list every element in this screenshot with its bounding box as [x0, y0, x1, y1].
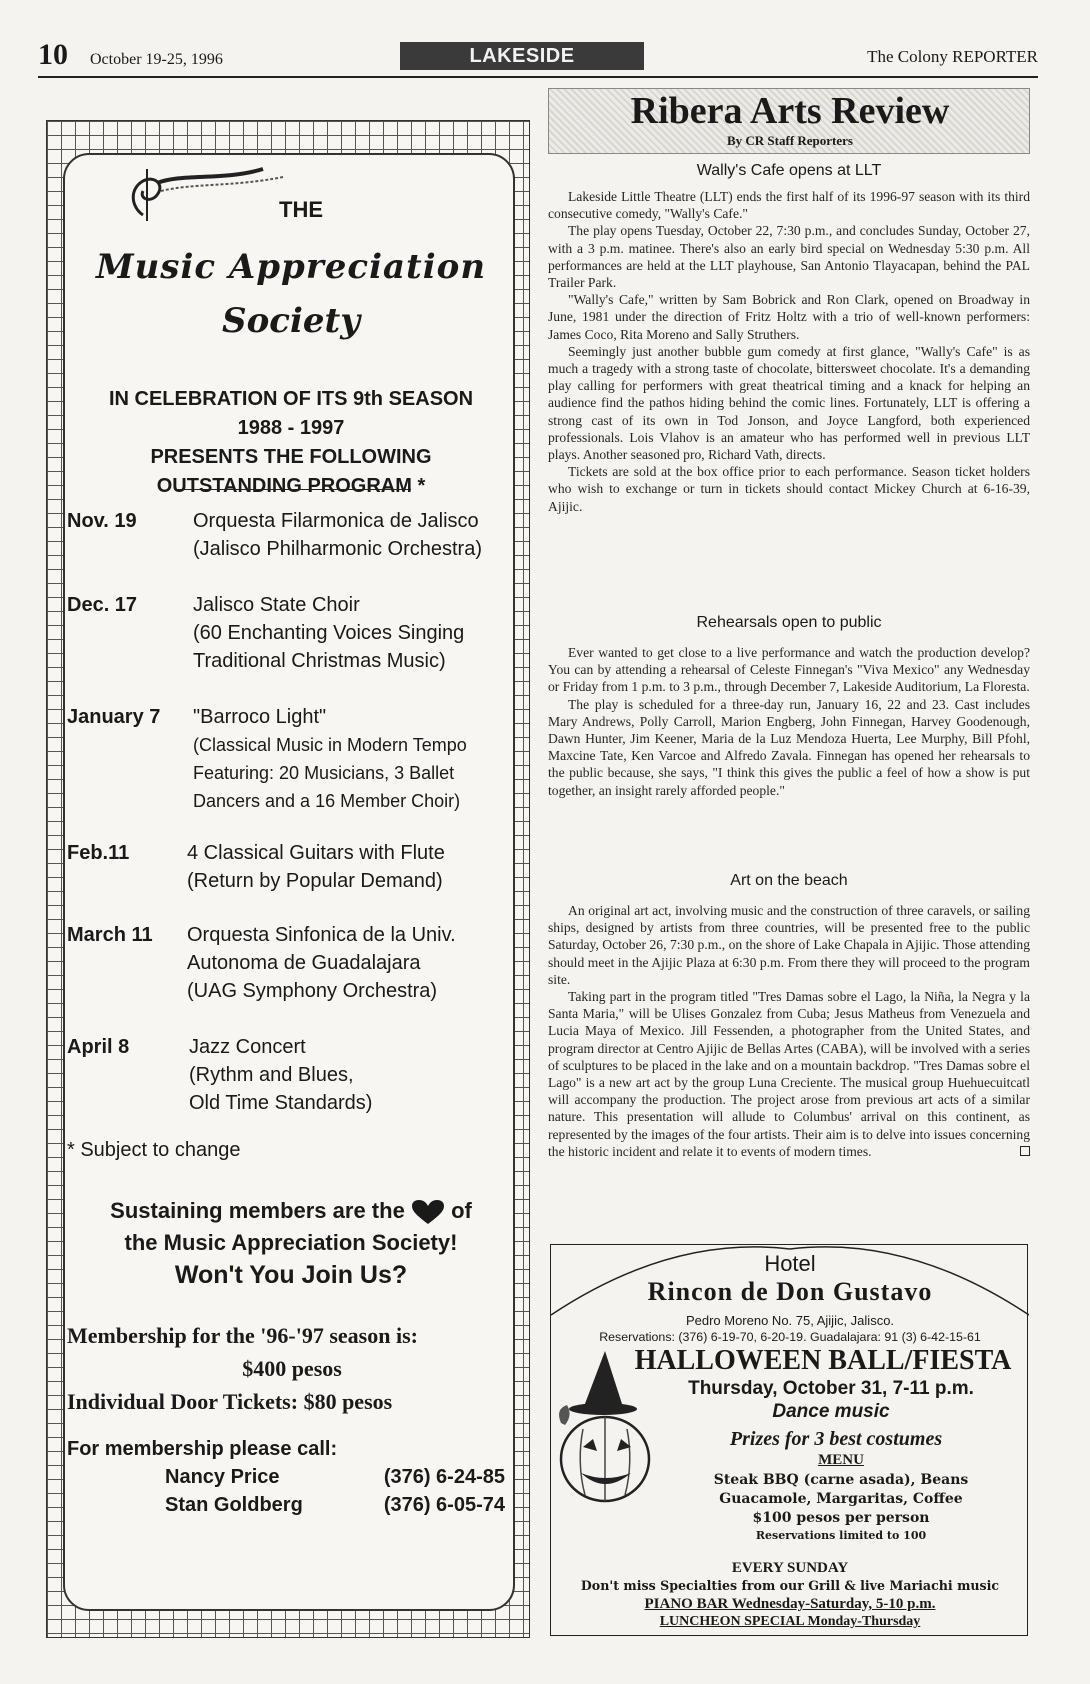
membership-price: $400 pesos	[242, 1356, 342, 1381]
sustain-line: the Music Appreciation Society!	[124, 1230, 458, 1255]
reservations-limited: Reservations limited to 100	[755, 1529, 927, 1542]
membership-contacts	[67, 1435, 517, 1519]
society-the: THE	[279, 197, 323, 222]
article-heading: Rehearsals open to public	[696, 614, 882, 631]
contact-row	[67, 1491, 517, 1519]
masthead	[38, 38, 1038, 78]
sustain-text: of	[451, 1198, 472, 1223]
celebration-line: OUTSTANDING PROGRAM *	[156, 475, 426, 497]
costume-prizes: Prizes for 3 best costumes	[729, 1428, 943, 1450]
page-number: 10	[38, 38, 68, 71]
contact-name: Nancy Price	[165, 1466, 280, 1488]
subject-note: * Subject to change	[67, 1139, 241, 1161]
event-date: Nov. 19	[67, 510, 137, 532]
article-text: Taking part in the program titled "Tres Damas sobre el Lago, la Niña, la Negra y la Santa Maria," will be Ulises Gonzalez from Cuba; Jesus Matheus from Venezuela and Lucia Maya of Mexico. Jill Fessenden, a photographer from the United States, and program director at Centro Ajijic de Bellas Artes (CABA), will be involved with a series of sculptures to be placed in the lake and on a mountain backdrop. "Tres Damas sobre el Lago" is a new art act by the group Luna Creciente. The musical group Huehuecuitcatl will accompany the production. The project arose from previous art acts of a similar nature. This presentation will allude to Columbus' arrival on this continent, as represented by the images of the four artists. Their aim is to delve into issues concerning the historic incident and relate it to events of modern times.	[548, 989, 1030, 1159]
hotel-ad	[550, 1244, 1028, 1636]
article-wallys-cafe	[548, 160, 1030, 515]
event-line: (Jalisco Philharmonic Orchestra)	[193, 538, 482, 560]
event-date: January 7	[67, 706, 161, 728]
luncheon-special: LUNCHEON SPECIAL Monday-Thursday	[659, 1614, 921, 1629]
program-divider	[175, 489, 411, 490]
call-label: For membership please call:	[67, 1438, 338, 1460]
treble-clef-icon	[113, 163, 293, 223]
celebration-line: 1988 - 1997	[237, 417, 345, 439]
celebration-heading	[65, 385, 517, 501]
article-paragraph: Lakeside Little Theatre (LLT) ends the first half of its 1996-97 season with its third consecutive comedy, "Wally's Cafe."	[548, 189, 1030, 222]
grill-specials: Don't miss Specialties from our Grill & live Mariachi music	[580, 1578, 1000, 1593]
event-line: (Rythm and Blues,	[189, 1064, 354, 1086]
membership-pricing	[67, 1319, 517, 1418]
music-society-ad	[46, 120, 530, 1638]
event-title: HALLOWEEN BALL/FIESTA	[634, 1345, 1012, 1376]
article-heading: Art on the beach	[730, 872, 848, 889]
article-paragraph: Tickets are sold at the box office prior to each performance. Season ticket holders who wish to exchange or turn in tickets should contact Mickey Church at 6-16-39, Ajijic.	[548, 464, 1030, 514]
article-art-on-beach	[548, 870, 1030, 1160]
event-description	[187, 839, 511, 895]
celebration-line: PRESENTS THE FOLLOWING	[150, 446, 432, 468]
hotel-reservations: Reservations: (376) 6-19-70, 6-20-19. Guadalajara: 91 (3) 6-42-15-61	[599, 1330, 981, 1344]
sustain-appeal	[65, 1195, 517, 1291]
piano-bar: PIANO BAR Wednesday-Saturday, 5-10 p.m.	[644, 1596, 936, 1612]
sustain-line	[65, 1195, 517, 1227]
event-line: Old Time Standards)	[189, 1092, 373, 1114]
article-paragraph: The play opens Tuesday, October 22, 7:30 p.m., and concludes Sunday, October 27, with a 3 p.m. matinee. There's also an early bird special on Wednesday 5:30 p.m. All performances are held at the LLT playhouse, San Antonio Tlayacapan, behind the PAL Trailer Park.	[548, 223, 1030, 291]
menu-items	[661, 1471, 1021, 1543]
event-line: Traditional Christmas Music)	[193, 650, 446, 672]
event-date: Dec. 17	[67, 594, 138, 616]
menu-item: Steak BBQ (carne asada), Beans	[713, 1472, 969, 1488]
event-date: Thursday, October 31, 7-11 p.m.	[688, 1378, 974, 1399]
event-description	[193, 703, 517, 815]
review-title: Ribera Arts Review	[630, 90, 950, 132]
review-byline: By CR Staff Reporters	[726, 133, 853, 148]
event-line: "Barroco Light"	[193, 706, 327, 728]
society-name: Music Appreciation	[95, 247, 487, 287]
event-line: (60 Enchanting Voices Singing	[193, 622, 465, 644]
event-line: Jalisco State Choir	[193, 594, 360, 616]
heart-icon	[411, 1199, 445, 1225]
sustain-text: Sustaining members are the	[110, 1198, 405, 1223]
event-line: (Classical Music in Modern Tempo	[193, 735, 467, 755]
celebration-line: IN CELEBRATION OF ITS 9th SEASON	[108, 388, 474, 410]
contact-phone: (376) 6-24-85	[383, 1466, 505, 1488]
event-line: (Return by Popular Demand)	[187, 870, 443, 892]
event-line: 4 Classical Guitars with Flute	[187, 842, 445, 864]
event-date: Feb.11	[67, 842, 130, 864]
contact-phone: (376) 6-05-74	[383, 1494, 505, 1516]
event-line: Autonoma de Guadalajara	[187, 952, 421, 974]
hotel-name: Rincon de Don Gustavo	[647, 1277, 933, 1306]
music-society-ad-panel	[63, 153, 515, 1611]
event-description	[187, 921, 511, 1005]
dance-music: Dance music	[772, 1401, 890, 1422]
article-paragraph: An original art act, involving music and the construction of three caravels, or sailing ships, designed by artists from three countries, will be presented free to the public Saturday, October 26, 7:30 p.m., on the shore of Lake Chapala in Ajijic. Those attending should meet in the Ajijic Plaza at 6:30 p.m. From there they will proceed to the program site.	[548, 903, 1030, 987]
contact-row	[67, 1463, 517, 1491]
hotel-label: Hotel	[764, 1251, 816, 1276]
event-description	[193, 507, 517, 563]
membership-line: Membership for the '96-'97 season is:	[67, 1323, 418, 1348]
article-rehearsals	[548, 612, 1030, 799]
event-date: March 11	[67, 924, 153, 946]
masthead-rule	[38, 76, 1038, 78]
section-banner: LAKESIDE	[400, 42, 644, 70]
join-call: Won't You Join Us?	[174, 1261, 408, 1289]
event-description	[193, 591, 517, 675]
paper-name: The Colony REPORTER	[867, 47, 1038, 66]
menu-item: $100 pesos per person	[752, 1510, 930, 1526]
article-heading: Wally's Cafe opens at LLT	[696, 162, 882, 179]
event-line: (UAG Symphony Orchestra)	[187, 980, 438, 1002]
review-header	[548, 88, 1030, 154]
event-description	[189, 1033, 513, 1117]
article-paragraph: The play is scheduled for a three-day run, January 16, 22 and 23. Cast includes Mary Andrews, Polly Carroll, Marion Engberg, John Finnegan, Harvey Goodenough, Dawn Hunter, Jim Keener, Maria de la Luz Mendoza Huerta, Lee Murphy, Bill Pfohl, Maxcine Tate, Ken Varcoe and Alfredo Zavala. Finnegan has opened her rehearsals to the public because, she says, "I think this gives the public a feel of how a show is put together, an insight rarely afforded people."	[548, 696, 1030, 798]
article-paragraph	[548, 988, 1030, 1160]
event-line: Dancers and a 16 Member Choir)	[193, 791, 461, 811]
end-mark-icon	[1020, 1146, 1030, 1156]
event-line: Orquesta Filarmonica de Jalisco	[193, 510, 479, 532]
door-tickets: Individual Door Tickets: $80 pesos	[67, 1389, 393, 1414]
contact-name: Stan Goldberg	[165, 1494, 303, 1516]
article-paragraph: Ever wanted to get close to a live performance and watch the production develop? You can by attending a rehearsal of Celeste Finnegan's "Viva Mexico" any Wednesday or Friday from 1 p.m. to 3 p.m., through December 7, Lakeside Auditorium, La Floresta.	[548, 645, 1030, 695]
hotel-address: Pedro Moreno No. 75, Ajijic, Jalisco.	[685, 1313, 895, 1328]
event-line: Jazz Concert	[189, 1036, 306, 1058]
event-date: April 8	[67, 1036, 130, 1058]
event-line: Featuring: 20 Musicians, 3 Ballet	[193, 763, 455, 783]
event-line: Orquesta Sinfonica de la Univ.	[187, 924, 456, 946]
article-paragraph: Seemingly just another bubble gum comedy at first glance, "Wally's Cafe" is as much a tragedy with a strong taste of chocolate, bittersweet chocolate. It's a demanding play calling for performers with great theatrical timing and a knack for helping an audience find the pathos hiding behind the comic lines. Fortunately, LLT is offering a strong cast of its own in Tod Jonson, and Joyce Langford, both experienced professionals. Lois Vlahov is an amateur who has performed well in previous LLT plays. Another seasoned pro, Richard Vath, directs.	[548, 343, 1030, 463]
article-paragraph: "Wally's Cafe," written by Sam Bobrick and Ron Clark, opened on Broadway in June, 1981 under the direction of Fritz Holtz with a trio of well-known performers: James Coco, Rita Moreno and Sally Struthers.	[548, 292, 1030, 342]
society-name-line2: Society	[222, 301, 360, 341]
issue-date: October 19-25, 1996	[90, 51, 223, 68]
menu-item: Guacamole, Margaritas, Coffee	[719, 1491, 963, 1507]
every-sunday: EVERY SUNDAY	[731, 1560, 849, 1576]
menu-label: MENU	[818, 1452, 864, 1468]
